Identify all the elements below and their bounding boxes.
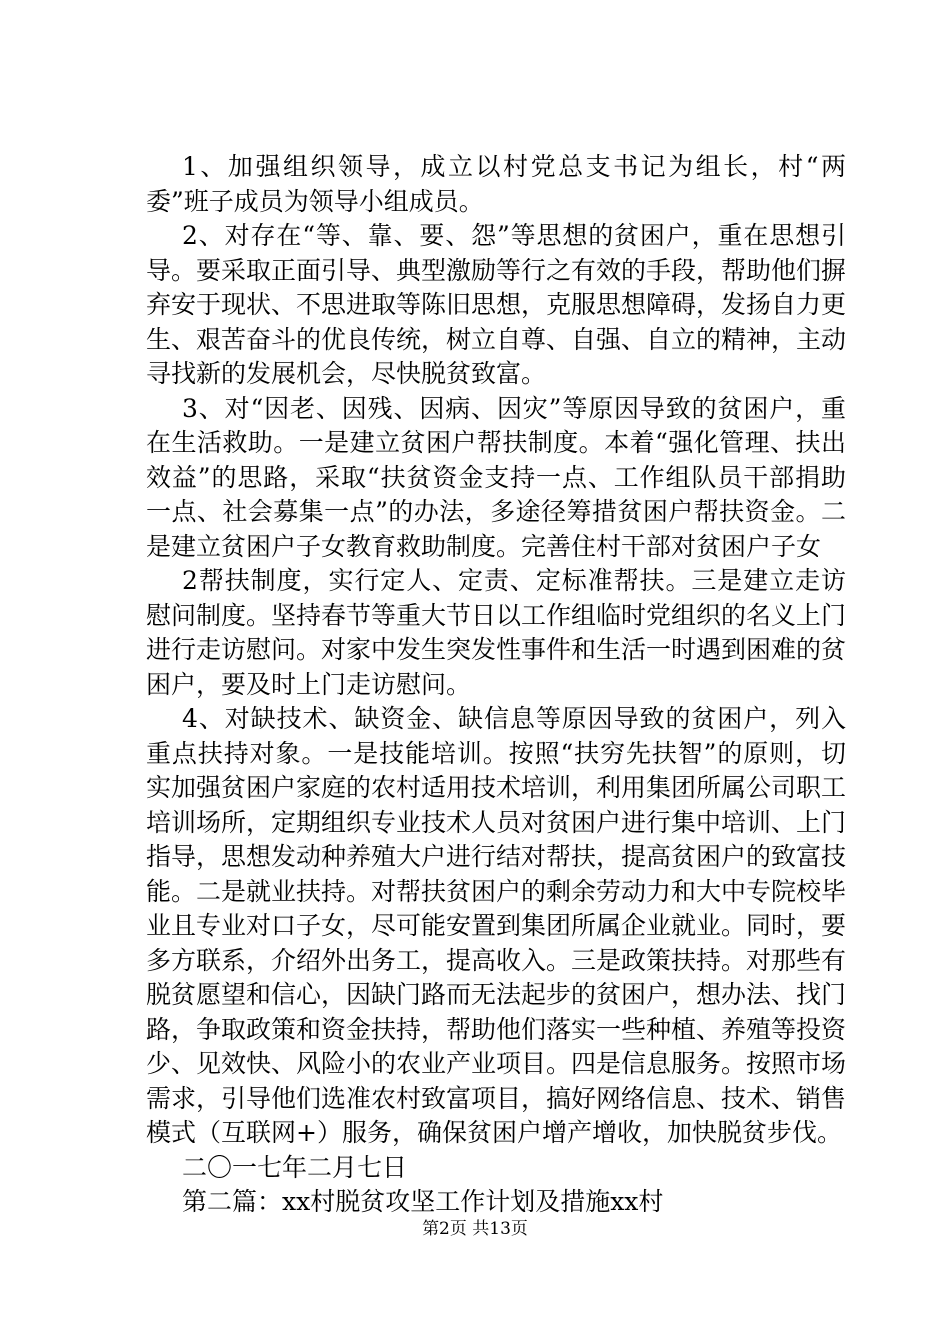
section-heading: 第二篇：xx村脱贫攻坚工作计划及措施xx村	[182, 1187, 664, 1216]
date-line: 二〇一七年二月七日	[182, 1152, 408, 1182]
page-number: 第2页 共13页	[422, 1219, 528, 1239]
paragraph-1: 1、加强组织领导，成立以村党总支书记为组长，村“两委”班子成员为领导小组成员。	[146, 152, 846, 216]
paragraph-2: 2、对存在“等、靠、要、怨”等思想的贫困户，重在思想引导。要采取正面引导、典型激励等行之有效的手段，帮助他们摒弃安于现状、不思进取等陈旧思想，克服思想障碍，发扬自力更生、艰苦奋斗的优良传统，树立自尊、自强、自立的精神，主动寻找新的发展机会，尽快脱贫致富。	[146, 221, 847, 388]
paragraph-3: 3、对“因老、因残、因病、因灾”等原因导致的贫困户，重在生活救助。一是建立贫困户帮扶制度。本着“强化管理、扶出效益”的思路，采取“扶贫资金支持一点、工作组队员干部捐助一点、社会募集一点”的办法，多途径筹措贫困户帮扶资金。二是建立贫困户子女教育救助制度。完善住村干部对贫困户子女	[146, 393, 846, 561]
paragraph-4: 2帮扶制度，实行定人、定责、定标准帮扶。三是建立走访慰问制度。坚持春节等重大节日以工作组临时党组织的名义上门进行走访慰问。对家中发生突发性事件和生活一时遇到困难的贫困户，要及时上门走访慰问。	[146, 566, 847, 699]
document-body	[146, 150, 846, 1220]
paragraph-5: 4、对缺技术、缺资金、缺信息等原因导致的贫困户，列入重点扶持对象。一是技能培训。按照“扶穷先扶智”的原则，切实加强贫困户家庭的农村适用技术培训，利用集团所属公司职工培训场所，定期组织专业技术人员对贫困户进行集中培训、上门指导，思想发动种养殖大户进行结对帮扶，提高贫困户的致富技能。二是就业扶持。对帮扶贫困户的剩余劳动力和大中专院校毕业且专业对口子女，尽可能安置到集团所属企业就业。同时，要多方联系，介绍外出务工，提高收入。三是政策扶持。对那些有脱贫愿望和信心，因缺门路而无法起步的贫困户，想办法、找门路，争取政策和资金扶持，帮助他们落实一些种植、养殖等投资少、见效快、风险小的农业产业项目。四是信息服务。按照市场需求，引导他们选准农村致富项目，搞好网络信息、技术、销售模式（互联网+）服务，确保贫困户增产增收，加快脱贫步伐。	[146, 704, 847, 1147]
